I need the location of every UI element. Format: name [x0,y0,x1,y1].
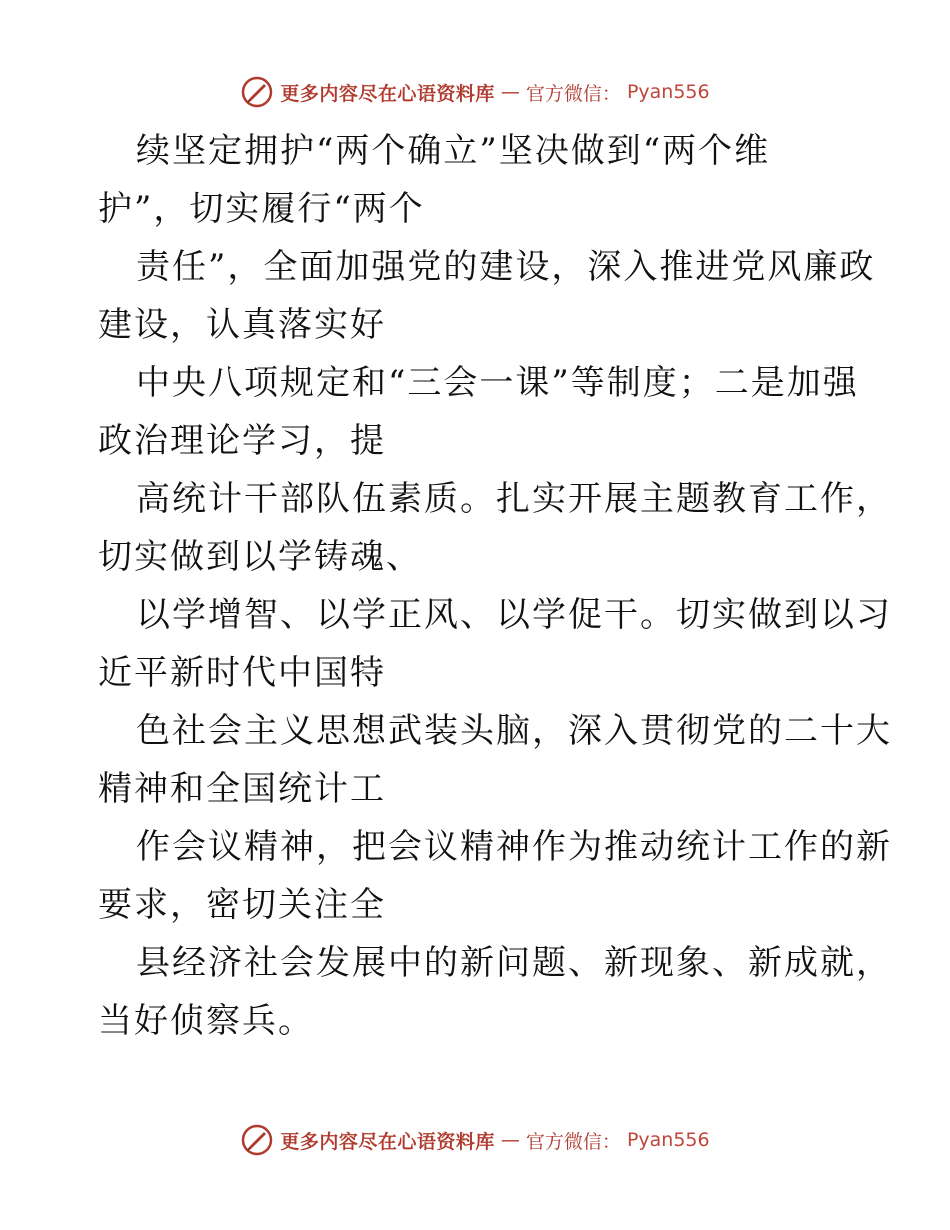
watermark-wechat-id: Pyan556 [626,1129,710,1151]
text-line: 建设，认真落实好 [98,305,386,345]
text-line: 当好侦察兵。 [98,1001,314,1041]
text-line: 护”，切实履行“两个 [98,189,425,229]
text-line: 要求，密切关注全 [98,885,386,925]
text-line: 以学增智、以学正风、以学促干。切实做到以习 [136,595,892,635]
text-line: 中央八项规定和“三会一课”等制度；二是加强 [136,363,859,403]
text-line: 作会议精神，把会议精神作为推动统计工作的新 [136,827,892,867]
text-line: 近平新时代中国特 [98,653,386,693]
text-line: 县经济社会发展中的新问题、新现象、新成就， [136,943,892,983]
watermark-label: 官方微信： [525,1130,621,1153]
header-watermark [0,72,950,112]
watermark-separator: — [500,81,520,103]
text-line: 政治理论学习，提 [98,421,386,461]
watermark-label: 官方微信： [525,82,621,105]
quill-logo-icon [240,75,274,109]
watermark-brand: 更多内容尽在心语资料库 [280,1130,495,1153]
text-line: 高统计干部队伍素质。扎实开展主题教育工作， [136,479,892,519]
text-line: 精神和全国统计工 [98,769,386,809]
text-line: 责任”，全面加强党的建设，深入推进党风廉政 [136,247,876,287]
quill-logo-icon [240,1123,274,1157]
watermark-separator: — [500,1129,520,1151]
text-line: 切实做到以学铸魂、 [98,537,422,577]
footer-watermark [0,1120,950,1160]
watermark-brand: 更多内容尽在心语资料库 [280,82,495,105]
document-body [98,122,892,1050]
text-line: 续坚定拥护“两个确立”坚决做到“两个维 [136,131,771,171]
watermark-wechat-id: Pyan556 [626,81,710,103]
text-line: 色社会主义思想武装头脑，深入贯彻党的二十大 [136,711,892,751]
